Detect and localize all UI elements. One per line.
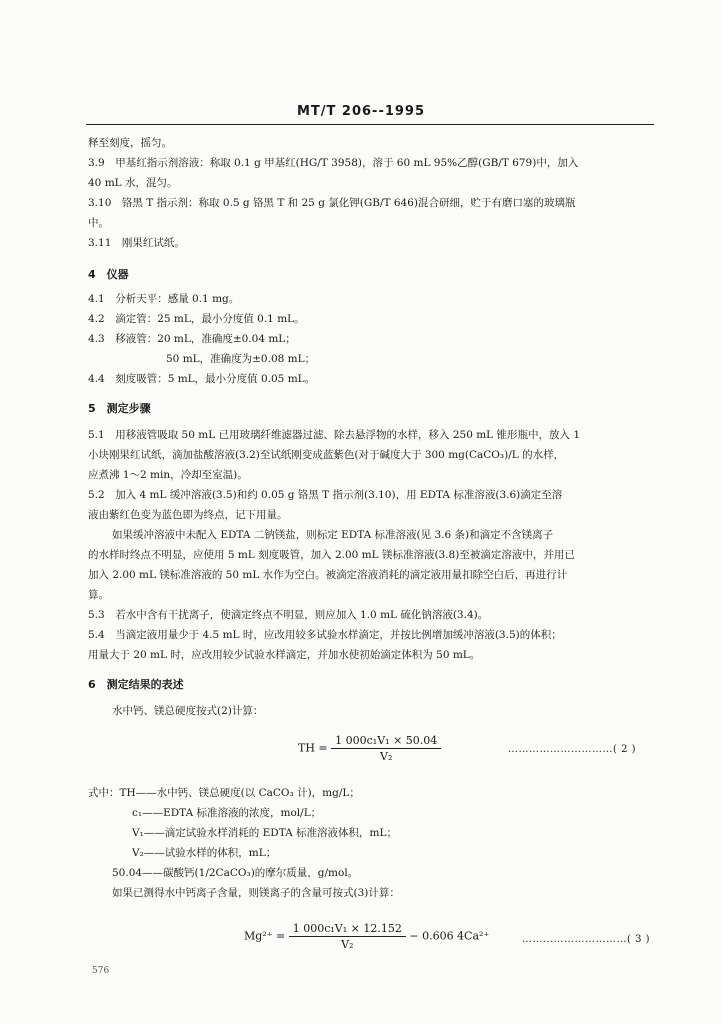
text-line: V₂——试验水样的体积，mL；: [132, 847, 277, 859]
formula-2-lhs: TH =: [298, 741, 328, 755]
text-line: 的水样时终点不明显，应使用 5 mL 刻度吸管，加入 2.00 mL 镁标准溶液(3.8)至被滴定溶液中，并用已: [88, 549, 575, 561]
text-line: 5.4 当滴定液用量少于 4.5 mL 时，应改用较多试验水样滴定，并按比例增加缓冲溶液(3.5)的体积；: [88, 629, 562, 641]
text-line: 50 mL，准确度为±0.08 mL；: [166, 353, 316, 365]
text-line: 4.3 移液管：20 mL，准确度±0.04 mL；: [88, 333, 296, 345]
header-rule: [86, 124, 654, 125]
text-line: c₁——EDTA 标准溶液的浓度，mol/L；: [132, 807, 322, 819]
text-line: 4.2 滴定管：25 mL，最小分度值 0.1 mL。: [88, 313, 305, 325]
section-heading-instruments: 4 仪器: [88, 268, 129, 281]
text-line: 释至刻度，摇匀。: [88, 137, 172, 149]
text-line: 5.1 用移液管吸取 50 mL 已用玻璃纤维滤器过滤、除去悬浮物的水样，移入 250 mL 锥形瓶中，放入 1: [88, 429, 581, 441]
formula-2-denominator: V₂: [380, 750, 393, 763]
formula-3: [244, 922, 489, 951]
formula-3-leader: …………………………( 3 ): [522, 934, 651, 945]
formula-3-denominator: V₂: [341, 938, 354, 951]
text-line: 算。: [88, 589, 109, 601]
text-line: 加入 2.00 mL 镁标准溶液的 50 mL 水作为空白。被滴定溶液消耗的滴定液用量扣除空白后，再进行计: [88, 569, 568, 581]
text-line: 5.3 若水中含有干扰离子，使滴定终点不明显，则应加入 1.0 mL 硫化钠溶液(3.4)。: [88, 609, 489, 621]
formula-2: [298, 734, 441, 763]
text-line: 中。: [88, 217, 109, 229]
text-line: 液由紫红色变为蓝色即为终点，记下用量。: [88, 509, 288, 521]
page-number: 576: [92, 966, 110, 976]
standard-code: MT/T 206--1995: [296, 104, 426, 119]
text-line: 式中：TH——水中钙、镁总硬度(以 CaCO₃ 计)，mg/L；: [88, 787, 360, 799]
formula-3-number: ( 3 ): [627, 934, 651, 945]
formula-3-fraction: [289, 922, 406, 951]
formula-2-number: ( 2 ): [613, 744, 637, 755]
section-heading-results: 6 测定结果的表述: [88, 678, 184, 691]
text-line: 40 mL 水，混匀。: [88, 177, 178, 189]
text-line: 3.11 刚果红试纸。: [88, 237, 185, 249]
text-line: 水中钙、镁总硬度按式(2)计算：: [112, 705, 264, 717]
text-line: 应煮沸 1～2 min，冷却至室温)。: [88, 469, 248, 481]
text-line: 用量大于 20 mL 时，应改用较少试验水样滴定，并加水使初始滴定体积为 50 mL。: [88, 649, 481, 661]
text-line: V₁——滴定试验水样消耗的 EDTA 标准溶液体积，mL；: [132, 827, 397, 839]
text-line: 如果已测得水中钙离子含量，则镁离子的含量可按式(3)计算：: [112, 887, 400, 899]
text-line: 50.04——碳酸钙(1/2CaCO₃)的摩尔质量，g/mol。: [112, 867, 359, 879]
formula-2-fraction: [331, 734, 441, 763]
formula-3-tail: − 0.606 4Ca²⁺: [409, 929, 490, 943]
text-line: 3.10 铬黑 T 指示剂：称取 0.5 g 铬黑 T 和 25 g 氯化钾(GB/T 646)混合研细，贮于有磨口塞的玻璃瓶: [88, 197, 576, 209]
text-line: 如果缓冲溶液中未配入 EDTA 二钠镁盐，则标定 EDTA 标准溶液(见 3.6 条)和滴定不含镁离子: [112, 529, 554, 541]
text-line: 3.9 甲基红指示剂溶液：称取 0.1 g 甲基红(HG/T 3958)，溶于 60 mL 95%乙醇(GB/T 679)中，加入: [88, 157, 579, 169]
section-heading-procedure: 5 测定步骤: [88, 402, 151, 415]
text-line: 小块刚果红试纸，滴加盐酸溶液(3.2)至试纸刚变成蓝紫色(对于碱度大于 300 mg(CaCO₃)/L 的水样，: [88, 449, 565, 461]
text-line: 4.4 刻度吸管：5 mL，最小分度值 0.05 mL。: [88, 373, 316, 385]
text-line: 5.2 加入 4 mL 缓冲溶液(3.5)和约 0.05 g 铬黑 T 指示剂(3.10)，用 EDTA 标准溶液(3.6)滴定至溶: [88, 489, 563, 501]
formula-2-numerator: 1 000c₁V₁ × 50.04: [331, 734, 441, 749]
formula-3-numerator: 1 000c₁V₁ × 12.152: [289, 922, 406, 937]
text-line: 4.1 分析天平：感量 0.1 mg。: [88, 293, 240, 305]
formula-2-leader: …………………………( 2 ): [508, 744, 637, 755]
formula-3-lhs: Mg²⁺ =: [244, 929, 286, 943]
